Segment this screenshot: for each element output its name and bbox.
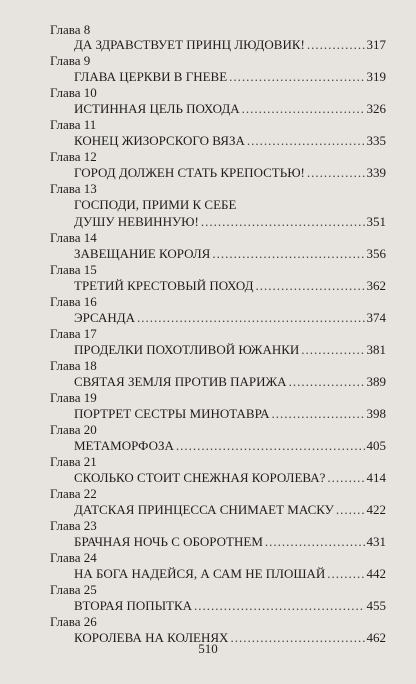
toc-line [50, 132, 386, 149]
dot-leader [247, 132, 365, 149]
toc-line [50, 373, 386, 390]
page-ref: 389 [366, 374, 386, 389]
toc-entry [50, 326, 386, 358]
page-ref: 319 [366, 69, 386, 84]
toc-line [50, 341, 386, 358]
toc-line [50, 469, 386, 486]
toc-entry [50, 22, 386, 53]
toc-line [50, 37, 386, 53]
toc-entry [50, 454, 386, 486]
dot-leader [272, 405, 365, 422]
dot-leader [327, 565, 364, 582]
chapter-title-line1: ГОСПОДИ, ПРИМИ К СЕБЕ [74, 197, 237, 212]
page-ref: 431 [366, 534, 386, 549]
page-ref: 398 [366, 406, 386, 421]
dot-leader [176, 437, 365, 454]
page-ref: 351 [366, 214, 386, 229]
dot-leader [256, 277, 365, 294]
chapter-label: Глава 13 [50, 181, 97, 196]
toc-entry [50, 117, 386, 149]
chapter-label: Глава 8 [50, 22, 91, 37]
toc-line [50, 437, 386, 454]
chapter-label: Глава 24 [50, 550, 97, 565]
dot-leader [327, 469, 364, 486]
chapter-label: Глава 20 [50, 422, 97, 437]
dot-leader [265, 533, 365, 550]
dot-leader [289, 373, 365, 390]
toc-line [50, 245, 386, 262]
chapter-label: Глава 25 [50, 582, 97, 597]
page-ref: 414 [366, 470, 386, 485]
chapter-label: Глава 21 [50, 454, 97, 469]
chapter-title: БРАЧНАЯ НОЧЬ С ОБОРОТНЕМ [74, 534, 263, 549]
page-ref: 335 [366, 133, 386, 148]
toc-line [50, 309, 386, 326]
page-ref: 339 [366, 165, 386, 180]
chapter-title: СВЯТАЯ ЗЕМЛЯ ПРОТИВ ПАРИЖА [74, 374, 287, 389]
chapter-label: Глава 15 [50, 262, 97, 277]
chapter-label: Глава 22 [50, 486, 97, 501]
toc-entry [50, 181, 386, 230]
dot-leader [212, 245, 364, 262]
chapter-title: ДУШУ НЕВИННУЮ! [74, 214, 199, 229]
page-ref: 422 [366, 502, 386, 517]
page-ref: 455 [366, 598, 386, 613]
dot-leader [201, 213, 365, 230]
chapter-label: Глава 10 [50, 85, 97, 100]
toc-line [50, 501, 386, 518]
page-ref: 381 [366, 342, 386, 357]
chapter-label: Глава 16 [50, 294, 97, 309]
chapter-title: ЭРСАНДА [74, 310, 136, 325]
toc-entry [50, 358, 386, 390]
toc-entry [50, 422, 386, 454]
toc-entry [50, 294, 386, 326]
page-ref: 356 [366, 246, 386, 261]
chapter-label: Глава 19 [50, 390, 97, 405]
toc-line [50, 277, 386, 294]
chapter-label: Глава 9 [50, 53, 91, 68]
toc-entry [50, 230, 386, 262]
dot-leader [301, 341, 364, 358]
page-ref: 326 [366, 101, 386, 116]
toc-line [50, 597, 386, 614]
dot-leader [336, 501, 365, 518]
dot-leader [307, 164, 365, 181]
toc-line [50, 164, 386, 181]
chapter-title: ПРОДЕЛКИ ПОХОТЛИВОЙ ЮЖАНКИ [74, 342, 300, 357]
toc-entry [50, 486, 386, 518]
toc-entry [50, 390, 386, 422]
chapter-label: Глава 23 [50, 518, 97, 533]
chapter-title: ПОРТРЕТ СЕСТРЫ МИНОТАВРА [74, 406, 270, 421]
toc-line [50, 405, 386, 422]
toc-entry [50, 85, 386, 117]
chapter-title: ИСТИННАЯ ЦЕЛЬ ПОХОДА [74, 101, 240, 116]
page-ref: 317 [366, 37, 386, 52]
chapter-label: Глава 14 [50, 230, 97, 245]
dot-leader [137, 309, 364, 326]
chapter-label: Глава 11 [50, 117, 97, 132]
page-ref: 362 [366, 278, 386, 293]
toc-line [50, 68, 386, 85]
toc-entry [50, 53, 386, 85]
chapter-title: НА БОГА НАДЕЙСЯ, А САМ НЕ ПЛОШАЙ [74, 566, 326, 581]
page-ref: 405 [366, 438, 386, 453]
toc-line [50, 100, 386, 117]
chapter-title: ДАТСКАЯ ПРИНЦЕССА СНИМАЕТ МАСКУ [74, 502, 334, 517]
chapter-label: Глава 18 [50, 358, 97, 373]
chapter-title: ВТОРАЯ ПОПЫТКА [74, 598, 193, 613]
chapter-title: МЕТАМОРФОЗА [74, 438, 174, 453]
page-ref: 442 [366, 566, 386, 581]
chapter-title: КОРОЛЕВА НА КОЛЕНЯХ [74, 630, 229, 645]
chapter-title: ТРЕТИЙ КРЕСТОВЫЙ ПОХОД [74, 278, 254, 293]
dot-leader [229, 68, 364, 85]
chapter-label: Глава 26 [50, 614, 97, 629]
toc-entry [50, 518, 386, 550]
chapter-label: Глава 12 [50, 149, 97, 164]
dot-leader [194, 597, 364, 614]
toc-entry [50, 582, 386, 614]
page-number: 510 [198, 641, 218, 656]
chapter-title: ГЛАВА ЦЕРКВИ В ГНЕВЕ [74, 69, 228, 84]
toc-line [50, 533, 386, 550]
chapter-title: СКОЛЬКО СТОИТ СНЕЖНАЯ КОРОЛЕВА? [74, 470, 326, 485]
toc-line [50, 565, 386, 582]
page-ref: 462 [366, 630, 386, 645]
chapter-title: ГОРОД ДОЛЖЕН СТАТЬ КРЕПОСТЬЮ! [74, 165, 305, 180]
table-of-contents [50, 22, 386, 646]
chapter-title: ЗАВЕЩАНИЕ КОРОЛЯ [74, 246, 211, 261]
toc-line [50, 213, 386, 230]
toc-entry [50, 262, 386, 294]
chapter-title: ДА ЗДРАВСТВУЕТ ПРИНЦ ЛЮДОВИК! [74, 37, 305, 52]
dot-leader [307, 37, 365, 53]
page-ref: 374 [366, 310, 386, 325]
dot-leader [242, 100, 365, 117]
toc-entry [50, 149, 386, 181]
toc-entry [50, 550, 386, 582]
chapter-title: КОНЕЦ ЖИЗОРСКОГО ВЯЗА [74, 133, 245, 148]
chapter-label: Глава 17 [50, 326, 97, 341]
toc-line [50, 196, 386, 213]
